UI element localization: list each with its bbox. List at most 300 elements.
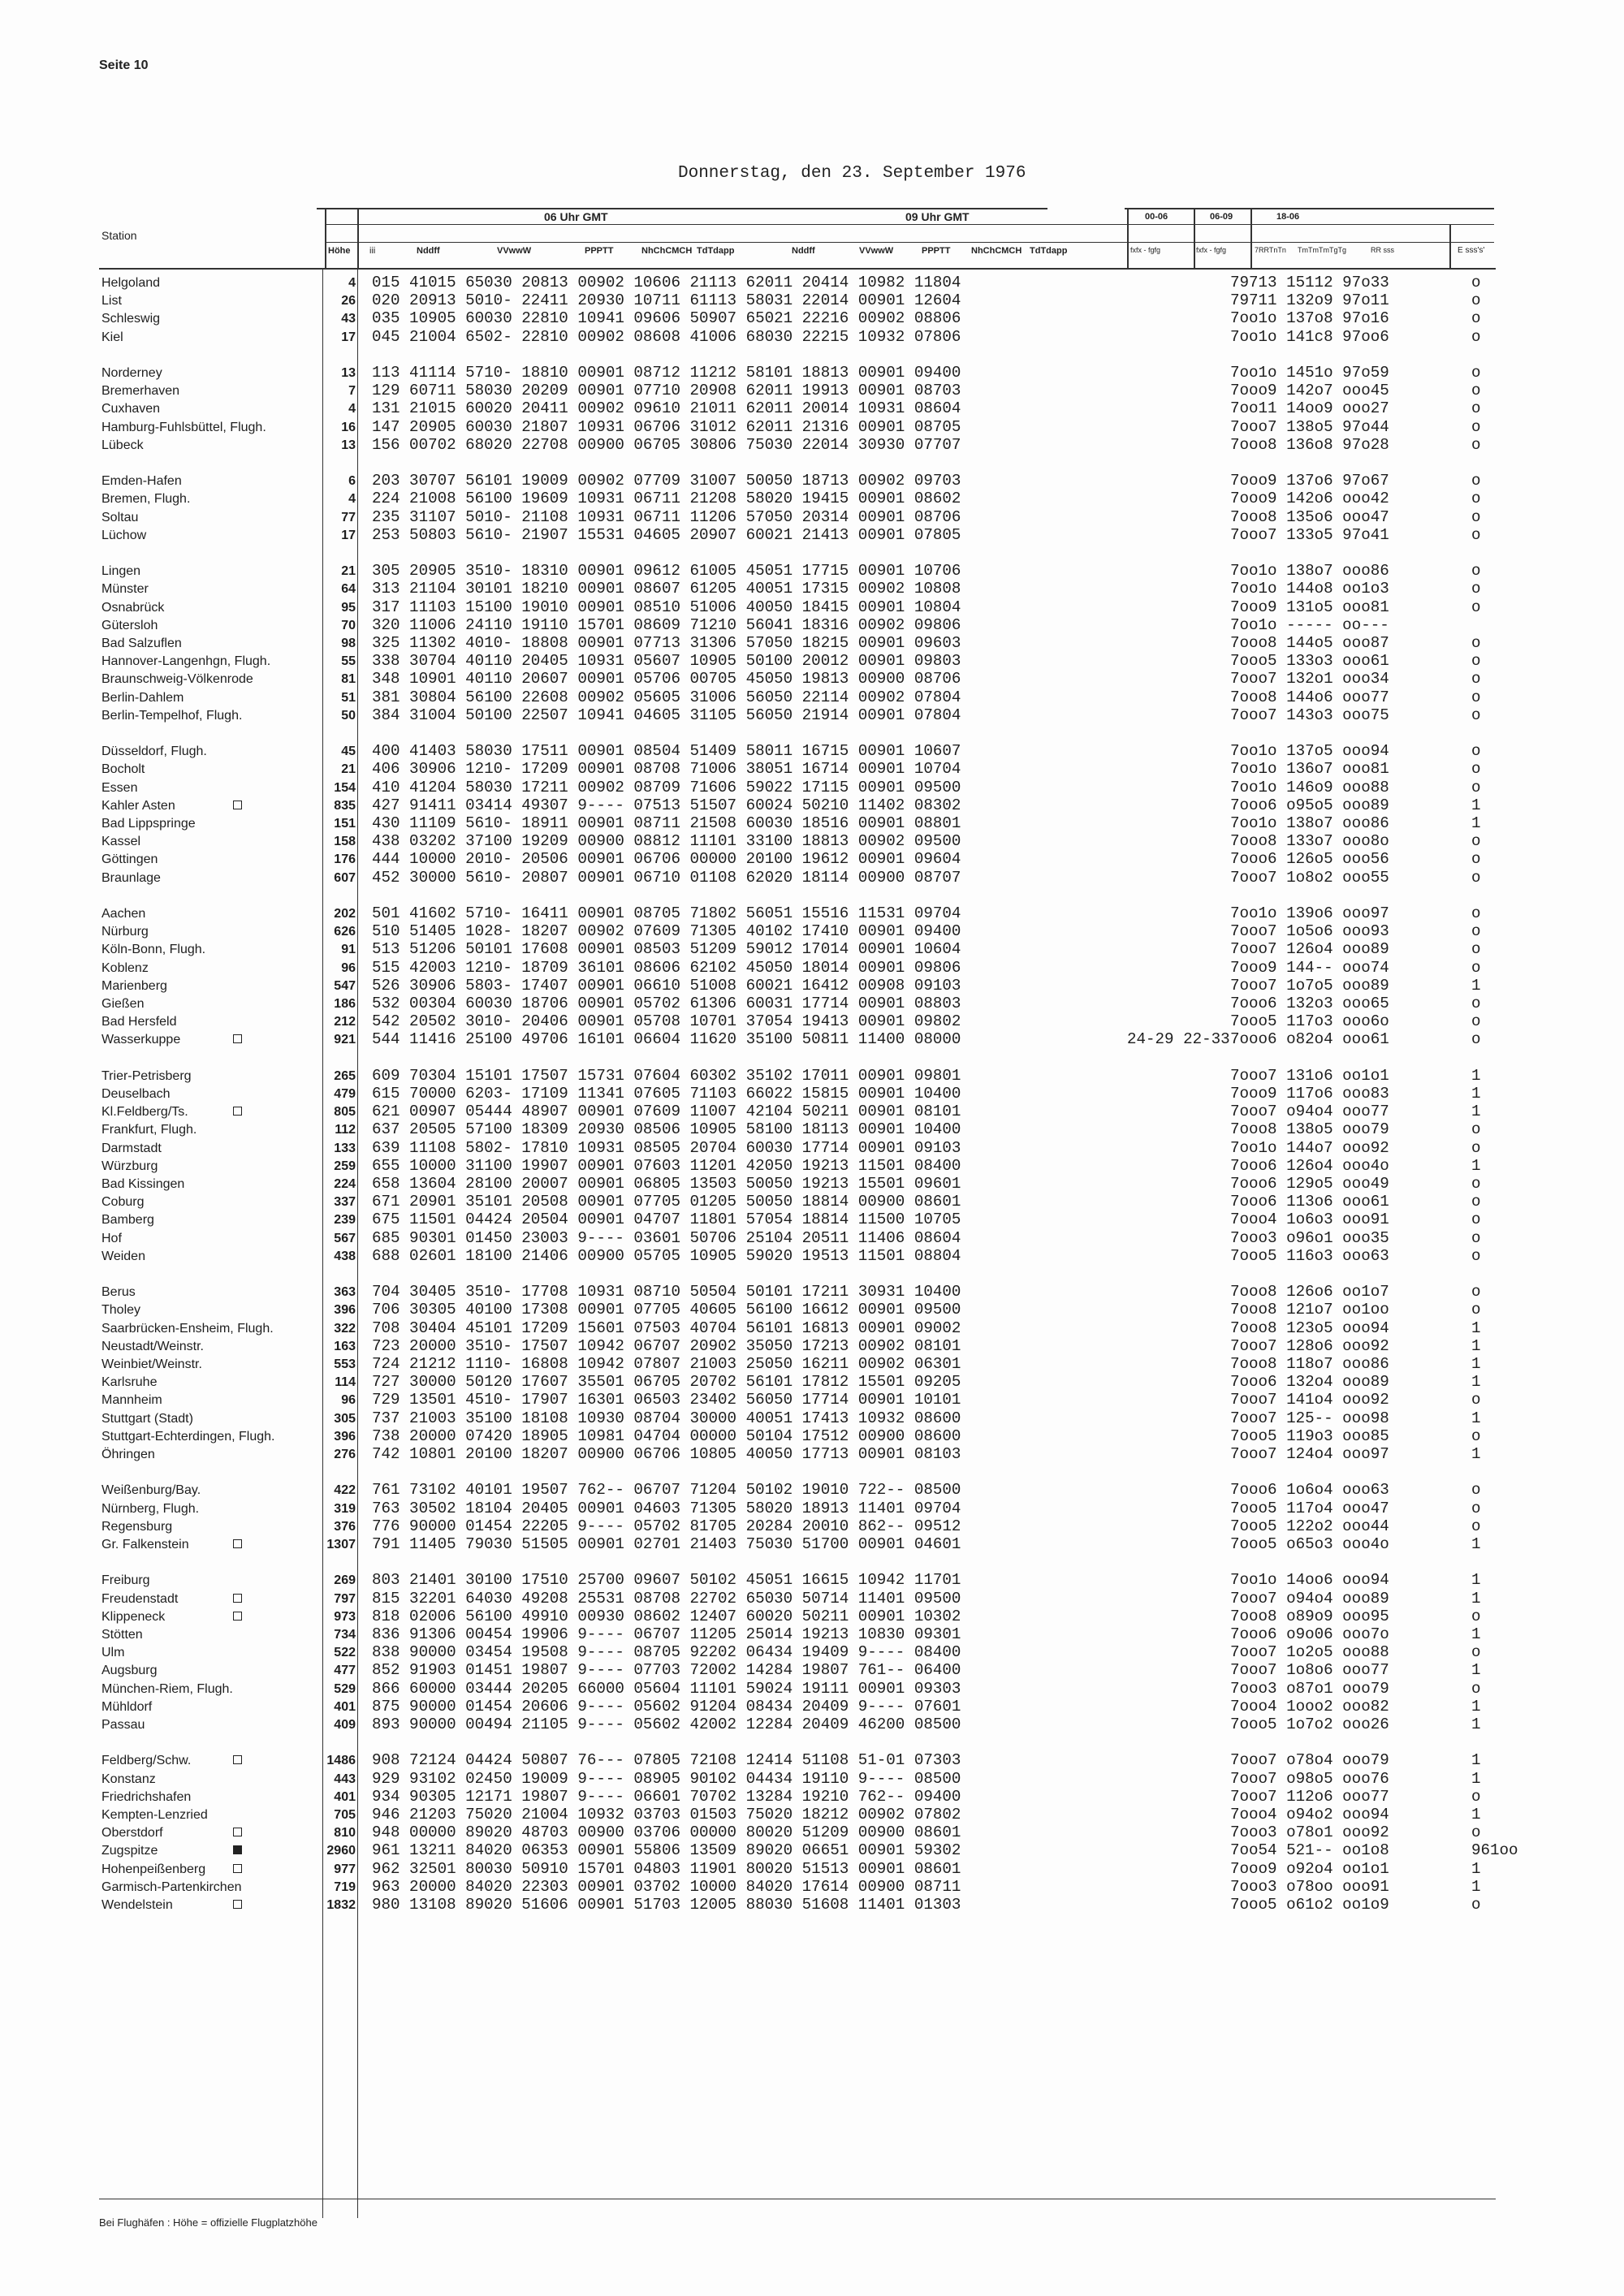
table-row bbox=[0, 1608, 1624, 1626]
observation-groups: 727 30000 50120 17607 35501 06705 20702 56101 17812 15501 09205 bbox=[372, 1373, 961, 1392]
snow-group: o bbox=[1471, 598, 1481, 616]
station-height: 529 bbox=[334, 1681, 356, 1696]
station-name: Darmstadt bbox=[102, 1141, 162, 1155]
mountain-station-icon bbox=[233, 1539, 242, 1548]
extremes-groups: 7ooo8 144o5 ooo87 bbox=[1230, 634, 1389, 652]
table-row bbox=[0, 779, 1624, 797]
station-height: 479 bbox=[334, 1087, 356, 1101]
extremes-groups: 7ooo5 o61o2 oo1o9 bbox=[1230, 1896, 1389, 1914]
extremes-groups: 7ooo7 143o3 ooo75 bbox=[1230, 706, 1389, 724]
table-row bbox=[0, 634, 1624, 653]
extremes-groups: 7ooo6 o9o06 ooo7o bbox=[1230, 1625, 1389, 1643]
table-row bbox=[0, 1716, 1624, 1734]
table-row bbox=[0, 616, 1624, 635]
observation-groups: 980 13108 89020 51606 00901 51703 12005 88030 51608 11401 01303 bbox=[372, 1896, 961, 1914]
mountain-station-icon bbox=[233, 1594, 242, 1603]
observation-groups: 815 32201 64030 49208 25531 08708 22702 65030 50714 11401 09500 bbox=[372, 1589, 961, 1608]
extremes-groups: 7ooo7 1o2o5 ooo88 bbox=[1230, 1643, 1389, 1662]
station-name: Kempten-Lenzried bbox=[102, 1808, 208, 1822]
extremes-groups: 7oo1o 144o7 ooo92 bbox=[1230, 1138, 1389, 1157]
station-name: Frankfurt, Flugh. bbox=[102, 1123, 197, 1137]
station-name: Passau bbox=[102, 1718, 145, 1732]
extremes-groups: 7ooo7 1o8o2 ooo55 bbox=[1230, 868, 1389, 887]
extremes-groups: 7ooo7 112o6 ooo77 bbox=[1230, 1787, 1389, 1806]
snow-group: o bbox=[1471, 1175, 1481, 1193]
table-row bbox=[0, 940, 1624, 959]
station-name: Köln-Bonn, Flugh. bbox=[102, 943, 206, 957]
observation-groups: 513 51206 50101 17608 00901 08503 51209 59012 17014 00901 10604 bbox=[372, 940, 961, 959]
station-height: 921 bbox=[334, 1033, 356, 1047]
snow-group: o bbox=[1471, 634, 1481, 652]
observation-groups: 609 70304 15101 17507 15731 07604 60302 35102 17011 00901 09801 bbox=[372, 1066, 961, 1085]
extremes-groups: 7oo54 521-- oo1o8 bbox=[1230, 1841, 1389, 1860]
mountain-station-icon bbox=[233, 1755, 242, 1764]
station-height: 133 bbox=[334, 1141, 356, 1155]
station-name: Freiburg bbox=[102, 1573, 150, 1588]
snow-group: 1 bbox=[1471, 1066, 1481, 1085]
extremes-groups: 7ooo7 o94o4 ooo89 bbox=[1230, 1589, 1389, 1608]
station-name: Münster bbox=[102, 582, 149, 597]
station-name: Oberstdorf bbox=[102, 1826, 163, 1841]
station-height: 202 bbox=[334, 907, 356, 921]
snow-group: o bbox=[1471, 1679, 1481, 1698]
station-height: 276 bbox=[334, 1448, 356, 1461]
station-height: 401 bbox=[334, 1699, 356, 1714]
observation-groups: 526 30906 5803- 17407 00901 06610 51008 60021 16412 00908 09103 bbox=[372, 976, 961, 995]
station-height: 186 bbox=[334, 997, 356, 1011]
station-height: 719 bbox=[334, 1880, 356, 1894]
table-row bbox=[0, 1211, 1624, 1229]
table-row bbox=[0, 382, 1624, 400]
table-row bbox=[0, 1860, 1624, 1879]
snow-group: 1 bbox=[1471, 1535, 1481, 1553]
snow-group: o bbox=[1471, 1012, 1481, 1031]
station-name: Wasserkuppe bbox=[102, 1033, 181, 1047]
snow-group: o bbox=[1471, 309, 1481, 328]
table-row bbox=[0, 1500, 1624, 1518]
observation-groups: 615 70000 6203- 17109 11341 07605 71103 66022 15815 00901 10400 bbox=[372, 1085, 961, 1103]
extremes-groups: 7ooo6 132o4 ooo89 bbox=[1230, 1373, 1389, 1392]
station-height: 547 bbox=[334, 978, 356, 993]
station-height: 477 bbox=[334, 1664, 356, 1678]
observation-groups: 961 13211 84020 06353 00901 55806 13509 89020 06651 00901 59302 bbox=[372, 1841, 961, 1860]
snow-group: 961oo bbox=[1471, 1841, 1518, 1860]
observation-groups: 427 91411 03414 49307 9---- 07513 51507 60024 50210 11402 08302 bbox=[372, 796, 961, 814]
snow-group: o bbox=[1471, 1246, 1481, 1265]
observation-groups: 908 72124 04424 50807 76--- 07805 72108 12414 51108 51-01 07303 bbox=[372, 1751, 961, 1770]
table-row bbox=[0, 832, 1624, 851]
extremes-groups: 7ooo7 1o7o5 ooo89 bbox=[1230, 976, 1389, 995]
snow-group: o bbox=[1471, 688, 1481, 706]
snow-group: o bbox=[1471, 940, 1481, 959]
extremes-groups: 7ooo6 1o6o4 ooo63 bbox=[1230, 1481, 1389, 1500]
observation-groups: 348 10901 40110 20607 00901 05706 00705 45050 19813 00900 08706 bbox=[372, 670, 961, 688]
station-name: Emden-Hafen bbox=[102, 474, 182, 489]
snow-group: o bbox=[1471, 562, 1481, 580]
observation-groups: 866 60000 03444 20205 66000 05604 11101 59024 19111 00901 09303 bbox=[372, 1679, 961, 1698]
table-row bbox=[0, 1012, 1624, 1031]
station-height: 17 bbox=[341, 330, 356, 344]
extremes-groups: 7ooo6 132o3 ooo65 bbox=[1230, 995, 1389, 1012]
station-name: Weiden bbox=[102, 1249, 145, 1263]
observation-groups: 381 30804 56100 22608 00902 05605 31006 56050 22114 00902 07804 bbox=[372, 688, 961, 706]
table-row bbox=[0, 1193, 1624, 1211]
station-name: Stuttgart (Stadt) bbox=[102, 1411, 193, 1426]
table-row bbox=[0, 1319, 1624, 1338]
snow-group: 1 bbox=[1471, 1859, 1481, 1878]
extremes-groups: 7ooo7 1o8o6 ooo77 bbox=[1230, 1661, 1389, 1680]
table-row bbox=[0, 1355, 1624, 1374]
extremes-groups: 7ooo9 142o7 ooo45 bbox=[1230, 382, 1389, 400]
extremes-groups: 7ooo7 o78o4 ooo79 bbox=[1230, 1751, 1389, 1770]
station-name: Kassel bbox=[102, 835, 141, 849]
table-row bbox=[0, 652, 1624, 671]
station-name: Nürburg bbox=[102, 925, 149, 939]
observation-groups: 035 10905 60030 22810 10941 09606 50907 65021 22216 00902 08806 bbox=[372, 309, 961, 328]
station-name: Koblenz bbox=[102, 960, 149, 975]
table-row bbox=[0, 472, 1624, 490]
station-name: Nürnberg, Flugh. bbox=[102, 1501, 200, 1516]
table-row bbox=[0, 1625, 1624, 1644]
station-height: 396 bbox=[334, 1303, 356, 1318]
station-height: 77 bbox=[341, 510, 356, 524]
snow-group: 1 bbox=[1471, 1445, 1481, 1463]
table-row bbox=[0, 418, 1624, 437]
snow-group: 1 bbox=[1471, 1589, 1481, 1608]
extremes-groups: 7ooo6 129o5 ooo49 bbox=[1230, 1175, 1389, 1193]
extremes-groups: 7ooo6 o95o5 ooo89 bbox=[1230, 796, 1389, 814]
table-row bbox=[0, 1301, 1624, 1319]
table-row bbox=[0, 1409, 1624, 1428]
observation-groups: 776 90000 01454 22205 9---- 05702 81705 20284 20010 862-- 09512 bbox=[372, 1517, 961, 1535]
station-name: Würzburg bbox=[102, 1159, 158, 1173]
snow-group: 1 bbox=[1471, 1625, 1481, 1643]
extremes-groups: 7ooo7 o94o4 ooo77 bbox=[1230, 1103, 1389, 1121]
snow-group: 1 bbox=[1471, 1716, 1481, 1733]
table-row bbox=[0, 1427, 1624, 1446]
station-name: Osnabrück bbox=[102, 600, 165, 615]
table-row bbox=[0, 1878, 1624, 1897]
observation-groups: 706 30305 40100 17308 00901 07705 40605 56100 16612 00901 09500 bbox=[372, 1301, 961, 1319]
observation-groups: 708 30404 45101 17209 15601 07503 40704 56101 16813 00901 09002 bbox=[372, 1318, 961, 1337]
observation-groups: 444 10000 2010- 20506 00901 06706 00000 20100 19612 00901 09604 bbox=[372, 850, 961, 869]
observation-groups: 671 20901 35101 20508 00901 07705 01205 50050 18814 00900 08601 bbox=[372, 1193, 961, 1211]
station-height: 705 bbox=[334, 1808, 356, 1822]
extremes-groups: 7oo11 14oo9 ooo27 bbox=[1230, 399, 1389, 418]
observation-groups: 015 41015 65030 20813 00902 10606 21113 62011 20414 10982 11804 bbox=[372, 274, 961, 291]
station-name: Bamberg bbox=[102, 1213, 154, 1228]
station-name: Gießen bbox=[102, 997, 145, 1011]
header-station: Station bbox=[102, 229, 137, 242]
station-height: 319 bbox=[334, 1501, 356, 1516]
observation-groups: 962 32501 80030 50910 15701 04803 11901 80020 51513 00901 08601 bbox=[372, 1859, 961, 1878]
station-height: 17 bbox=[341, 528, 356, 542]
station-height: 259 bbox=[334, 1159, 356, 1173]
observation-groups: 685 90301 01450 23003 9---- 03601 50706 25104 20511 11406 08604 bbox=[372, 1228, 961, 1247]
snow-group: 1 bbox=[1471, 1769, 1481, 1788]
station-name: Coburg bbox=[102, 1195, 145, 1210]
observation-groups: 501 41602 5710- 16411 00901 08705 71802 56051 15516 11531 09704 bbox=[372, 904, 961, 922]
observation-groups: 438 03202 37100 19209 00900 08812 11101 33100 18813 00902 09500 bbox=[372, 832, 961, 851]
station-name: Regensburg bbox=[102, 1519, 173, 1534]
table-row bbox=[0, 1120, 1624, 1139]
station-height: 43 bbox=[341, 312, 356, 326]
observation-groups: 675 11501 04424 20504 00901 04707 11801 57054 18814 11500 10705 bbox=[372, 1211, 961, 1229]
snow-group: o bbox=[1471, 1787, 1481, 1806]
station-name: Wendelstein bbox=[102, 1898, 173, 1912]
station-height: 224 bbox=[334, 1177, 356, 1191]
extremes-groups: 7ooo7 128o6 ooo92 bbox=[1230, 1336, 1389, 1355]
table-row bbox=[0, 1770, 1624, 1789]
station-height: 567 bbox=[334, 1231, 356, 1245]
station-name: Kl.Feldberg/Ts. bbox=[102, 1105, 188, 1120]
table-row bbox=[0, 1067, 1624, 1085]
observation-groups: 325 11302 4010- 18808 00901 07713 31306 57050 18215 00901 09603 bbox=[372, 634, 961, 652]
table-row bbox=[0, 760, 1624, 779]
table-row bbox=[0, 580, 1624, 598]
observation-groups: 737 21003 35100 18108 10930 08704 30000 40051 17413 10932 08600 bbox=[372, 1409, 961, 1427]
station-height: 734 bbox=[334, 1628, 356, 1642]
snow-group: o bbox=[1471, 1391, 1481, 1409]
extremes-groups: 7oo1o 136o7 ooo81 bbox=[1230, 760, 1389, 779]
table-row bbox=[0, 598, 1624, 617]
snow-group: o bbox=[1471, 472, 1481, 490]
extremes-groups: 7ooo7 126o4 ooo89 bbox=[1230, 940, 1389, 959]
extremes-groups: 7ooo6 126o5 ooo56 bbox=[1230, 850, 1389, 869]
header-pppt-06: PPPTT bbox=[585, 246, 614, 256]
mountain-station-icon bbox=[233, 1864, 242, 1873]
snow-group: o bbox=[1471, 1283, 1481, 1301]
station-name: Lüchow bbox=[102, 528, 147, 542]
header-td-06: TdTdapp bbox=[697, 246, 735, 256]
station-height: 973 bbox=[334, 1609, 356, 1624]
station-height: 522 bbox=[334, 1646, 356, 1660]
station-height: 151 bbox=[334, 817, 356, 831]
snow-group: o bbox=[1471, 435, 1481, 454]
extremes-groups: 7ooo6 126o4 ooo4o bbox=[1230, 1156, 1389, 1175]
station-height: 239 bbox=[334, 1213, 356, 1228]
table-row bbox=[0, 1698, 1624, 1716]
station-height: 401 bbox=[334, 1789, 356, 1804]
station-name: Saarbrücken-Ensheim, Flugh. bbox=[102, 1321, 274, 1336]
extremes-groups: 7ooo5 116o3 ooo63 bbox=[1230, 1246, 1389, 1265]
header-e-sss: E sss's' bbox=[1458, 246, 1485, 255]
station-height: 265 bbox=[334, 1068, 356, 1083]
extremes-groups: 7ooo8 126o6 oo1o7 bbox=[1230, 1283, 1389, 1301]
station-height: 422 bbox=[334, 1483, 356, 1498]
snow-group: o bbox=[1471, 904, 1481, 922]
snow-group: o bbox=[1471, 1211, 1481, 1229]
snow-group: 1 bbox=[1471, 1318, 1481, 1337]
observation-groups: 515 42003 1210- 18709 36101 08606 62102 45050 18014 00901 09806 bbox=[372, 958, 961, 977]
extremes-groups: 7ooo9 o92o4 oo1o1 bbox=[1230, 1859, 1389, 1878]
snow-group: o bbox=[1471, 868, 1481, 887]
observation-groups: 929 93102 02450 19009 9---- 08905 90102 04434 19110 9---- 08500 bbox=[372, 1769, 961, 1788]
snow-group: o bbox=[1471, 490, 1481, 508]
extremes-groups: 7ooo7 125-- ooo98 bbox=[1230, 1409, 1389, 1427]
station-name: Karlsruhe bbox=[102, 1375, 158, 1390]
table-row bbox=[0, 814, 1624, 833]
station-height: 16 bbox=[341, 420, 356, 434]
station-height: 322 bbox=[334, 1321, 356, 1336]
extremes-groups: 7oo1o 146o9 ooo88 bbox=[1230, 778, 1389, 796]
table-row bbox=[0, 309, 1624, 328]
snow-group: 1 bbox=[1471, 976, 1481, 995]
extremes-groups: 7oo1o 138o7 ooo86 bbox=[1230, 562, 1389, 580]
header-vvwww-06: VVwwW bbox=[497, 246, 532, 256]
station-name: Deuselbach bbox=[102, 1087, 171, 1101]
table-row bbox=[0, 742, 1624, 761]
station-name: Weißenburg/Bay. bbox=[102, 1483, 201, 1498]
station-name: Öhringen bbox=[102, 1448, 155, 1461]
table-row bbox=[0, 959, 1624, 978]
snow-group: 1 bbox=[1471, 1103, 1481, 1121]
table-row bbox=[0, 1445, 1624, 1464]
extremes-groups: 7ooo8 121o7 oo1oo bbox=[1230, 1301, 1389, 1319]
station-name: List bbox=[102, 294, 122, 309]
mountain-station-icon bbox=[233, 1107, 242, 1116]
mountain-station-icon bbox=[233, 1034, 242, 1043]
snow-group: o bbox=[1471, 1607, 1481, 1625]
table-row bbox=[0, 1283, 1624, 1301]
station-height: 51 bbox=[341, 690, 356, 705]
station-name: Bremerhaven bbox=[102, 384, 180, 399]
table-row bbox=[0, 1030, 1624, 1049]
station-name: Bad Kissingen bbox=[102, 1177, 185, 1191]
extremes-groups: 7ooo3 o78o1 ooo92 bbox=[1230, 1823, 1389, 1842]
table-row bbox=[0, 274, 1624, 292]
extremes-groups: 7ooo9 142o6 ooo42 bbox=[1230, 490, 1389, 508]
station-height: 158 bbox=[334, 835, 356, 849]
snow-group: o bbox=[1471, 274, 1481, 291]
snow-group: 1 bbox=[1471, 1373, 1481, 1392]
observation-groups: 410 41204 58030 17211 00902 08709 71606 59022 17115 00901 09500 bbox=[372, 778, 961, 796]
station-name: Bad Lippspringe bbox=[102, 817, 196, 831]
table-row bbox=[0, 869, 1624, 887]
extremes-groups: 7ooo5 117o4 ooo47 bbox=[1230, 1499, 1389, 1517]
station-name: Aachen bbox=[102, 907, 146, 921]
station-height: 810 bbox=[334, 1826, 356, 1841]
table-row bbox=[0, 1175, 1624, 1193]
extremes-groups: 7ooo8 138o5 ooo79 bbox=[1230, 1120, 1389, 1139]
page-number: Seite 10 bbox=[99, 58, 149, 72]
snow-group: 1 bbox=[1471, 1156, 1481, 1175]
station-name: Garmisch-Partenkirchen bbox=[102, 1880, 242, 1894]
header-vvwww-09: VVwwW bbox=[859, 246, 894, 256]
snow-group: 1 bbox=[1471, 1697, 1481, 1716]
table-row bbox=[0, 526, 1624, 545]
station-name: Gütersloh bbox=[102, 618, 158, 632]
station-name: Lingen bbox=[102, 564, 141, 579]
snow-group: o bbox=[1471, 1030, 1481, 1049]
snow-group: o bbox=[1471, 922, 1481, 941]
extremes-groups: 7ooo8 123o5 ooo94 bbox=[1230, 1318, 1389, 1337]
header-nddff-09: Nddff bbox=[792, 246, 815, 256]
snow-group: o bbox=[1471, 1138, 1481, 1157]
extremes-groups: 7ooo8 118o7 ooo86 bbox=[1230, 1355, 1389, 1373]
observation-groups: 791 11405 79030 51505 00901 02701 21403 75030 51700 00901 04601 bbox=[372, 1535, 961, 1553]
station-height: 154 bbox=[334, 780, 356, 795]
extremes-groups: 7oo1o 137o8 97o16 bbox=[1230, 309, 1389, 328]
station-name: Hof bbox=[102, 1231, 122, 1245]
table-row bbox=[0, 436, 1624, 455]
station-name: Essen bbox=[102, 780, 138, 795]
extremes-groups: 7ooo3 o87o1 ooo79 bbox=[1230, 1679, 1389, 1698]
station-height: 13 bbox=[341, 438, 356, 452]
extremes-groups: 7ooo7 141o4 ooo92 bbox=[1230, 1391, 1389, 1409]
station-name: Braunschweig-Völkenrode bbox=[102, 672, 253, 687]
snow-group: o bbox=[1471, 760, 1481, 779]
extremes-groups: 7ooo9 137o6 97o67 bbox=[1230, 472, 1389, 490]
snow-group: o bbox=[1471, 1228, 1481, 1247]
header-gust-2: fxfx - fgfg bbox=[1196, 246, 1227, 254]
snow-group: o bbox=[1471, 958, 1481, 977]
observation-groups: 818 02006 56100 49910 00930 08602 12407 60020 50211 00901 10302 bbox=[372, 1607, 961, 1625]
observation-groups: 639 11108 5802- 17810 10931 08505 20704 60030 17714 00901 09103 bbox=[372, 1138, 961, 1157]
snow-group: o bbox=[1471, 1499, 1481, 1517]
extremes-groups: 7ooo3 o96o1 ooo35 bbox=[1230, 1228, 1389, 1247]
snow-group: o bbox=[1471, 1517, 1481, 1535]
extremes-groups: 7oo1o 14oo6 ooo94 bbox=[1230, 1571, 1389, 1590]
table-row bbox=[0, 1823, 1624, 1842]
station-height: 55 bbox=[341, 654, 356, 669]
station-height: 553 bbox=[334, 1357, 356, 1371]
station-name: Göttingen bbox=[102, 852, 158, 867]
station-name: Bad Hersfeld bbox=[102, 1015, 177, 1029]
station-height: 1486 bbox=[326, 1754, 356, 1768]
observation-groups: 320 11006 24110 19110 15701 08609 71210 56041 18316 00902 09806 bbox=[372, 615, 961, 634]
table-row bbox=[0, 670, 1624, 688]
snow-group: 1 bbox=[1471, 1085, 1481, 1103]
station-height: 396 bbox=[334, 1429, 356, 1444]
table-row bbox=[0, 1247, 1624, 1266]
snow-group: o bbox=[1471, 1823, 1481, 1842]
station-height: 269 bbox=[334, 1573, 356, 1588]
observation-groups: 621 00907 05444 48907 00901 07609 11007 42104 50211 00901 08101 bbox=[372, 1103, 961, 1121]
header-rr: RR sss bbox=[1371, 246, 1394, 254]
extremes-groups: 7ooo4 o94o2 ooo94 bbox=[1230, 1806, 1389, 1823]
station-height: 45 bbox=[341, 744, 356, 759]
station-height: 212 bbox=[334, 1015, 356, 1029]
table-row bbox=[0, 328, 1624, 347]
table-row bbox=[0, 1590, 1624, 1608]
station-height: 13 bbox=[341, 366, 356, 380]
extremes-groups: 7ooo8 135o6 ooo47 bbox=[1230, 507, 1389, 526]
header-pppt-09: PPPTT bbox=[922, 246, 951, 256]
extremes-groups: 7ooo7 131o6 oo1o1 bbox=[1230, 1066, 1389, 1085]
station-height: 163 bbox=[334, 1339, 356, 1353]
observation-groups: 723 20000 3510- 17507 10942 06707 20902 35050 17213 00902 08101 bbox=[372, 1336, 961, 1355]
table-row bbox=[0, 977, 1624, 995]
station-name: Hannover-Langenhgn, Flugh. bbox=[102, 654, 271, 669]
station-name: Soltau bbox=[102, 510, 139, 524]
station-name: Konstanz bbox=[102, 1772, 156, 1786]
snow-group: o bbox=[1471, 382, 1481, 400]
date-title: Donnerstag, den 23. September 1976 bbox=[678, 164, 1026, 183]
extremes-groups: 7ooo7 138o5 97o44 bbox=[1230, 417, 1389, 436]
observation-groups: 838 90000 03454 19508 9---- 08705 92202 06434 19409 9---- 08400 bbox=[372, 1643, 961, 1662]
table-row bbox=[0, 922, 1624, 941]
extremes-groups: 7oo1o 137o5 ooo94 bbox=[1230, 742, 1389, 761]
snow-group: o bbox=[1471, 1896, 1481, 1914]
extremes-groups: 7oo1o 141c8 97oo6 bbox=[1230, 327, 1389, 346]
station-name: Cuxhaven bbox=[102, 402, 161, 416]
observation-groups: 742 10801 20100 18207 00900 06706 10805 40050 17713 00901 08103 bbox=[372, 1445, 961, 1463]
observation-groups: 763 30502 18104 20405 00901 04603 71305 58020 18913 11401 09704 bbox=[372, 1499, 961, 1517]
snow-group: 1 bbox=[1471, 814, 1481, 832]
header-period-1806: 18-06 bbox=[1276, 212, 1300, 222]
station-height: 797 bbox=[334, 1591, 356, 1606]
